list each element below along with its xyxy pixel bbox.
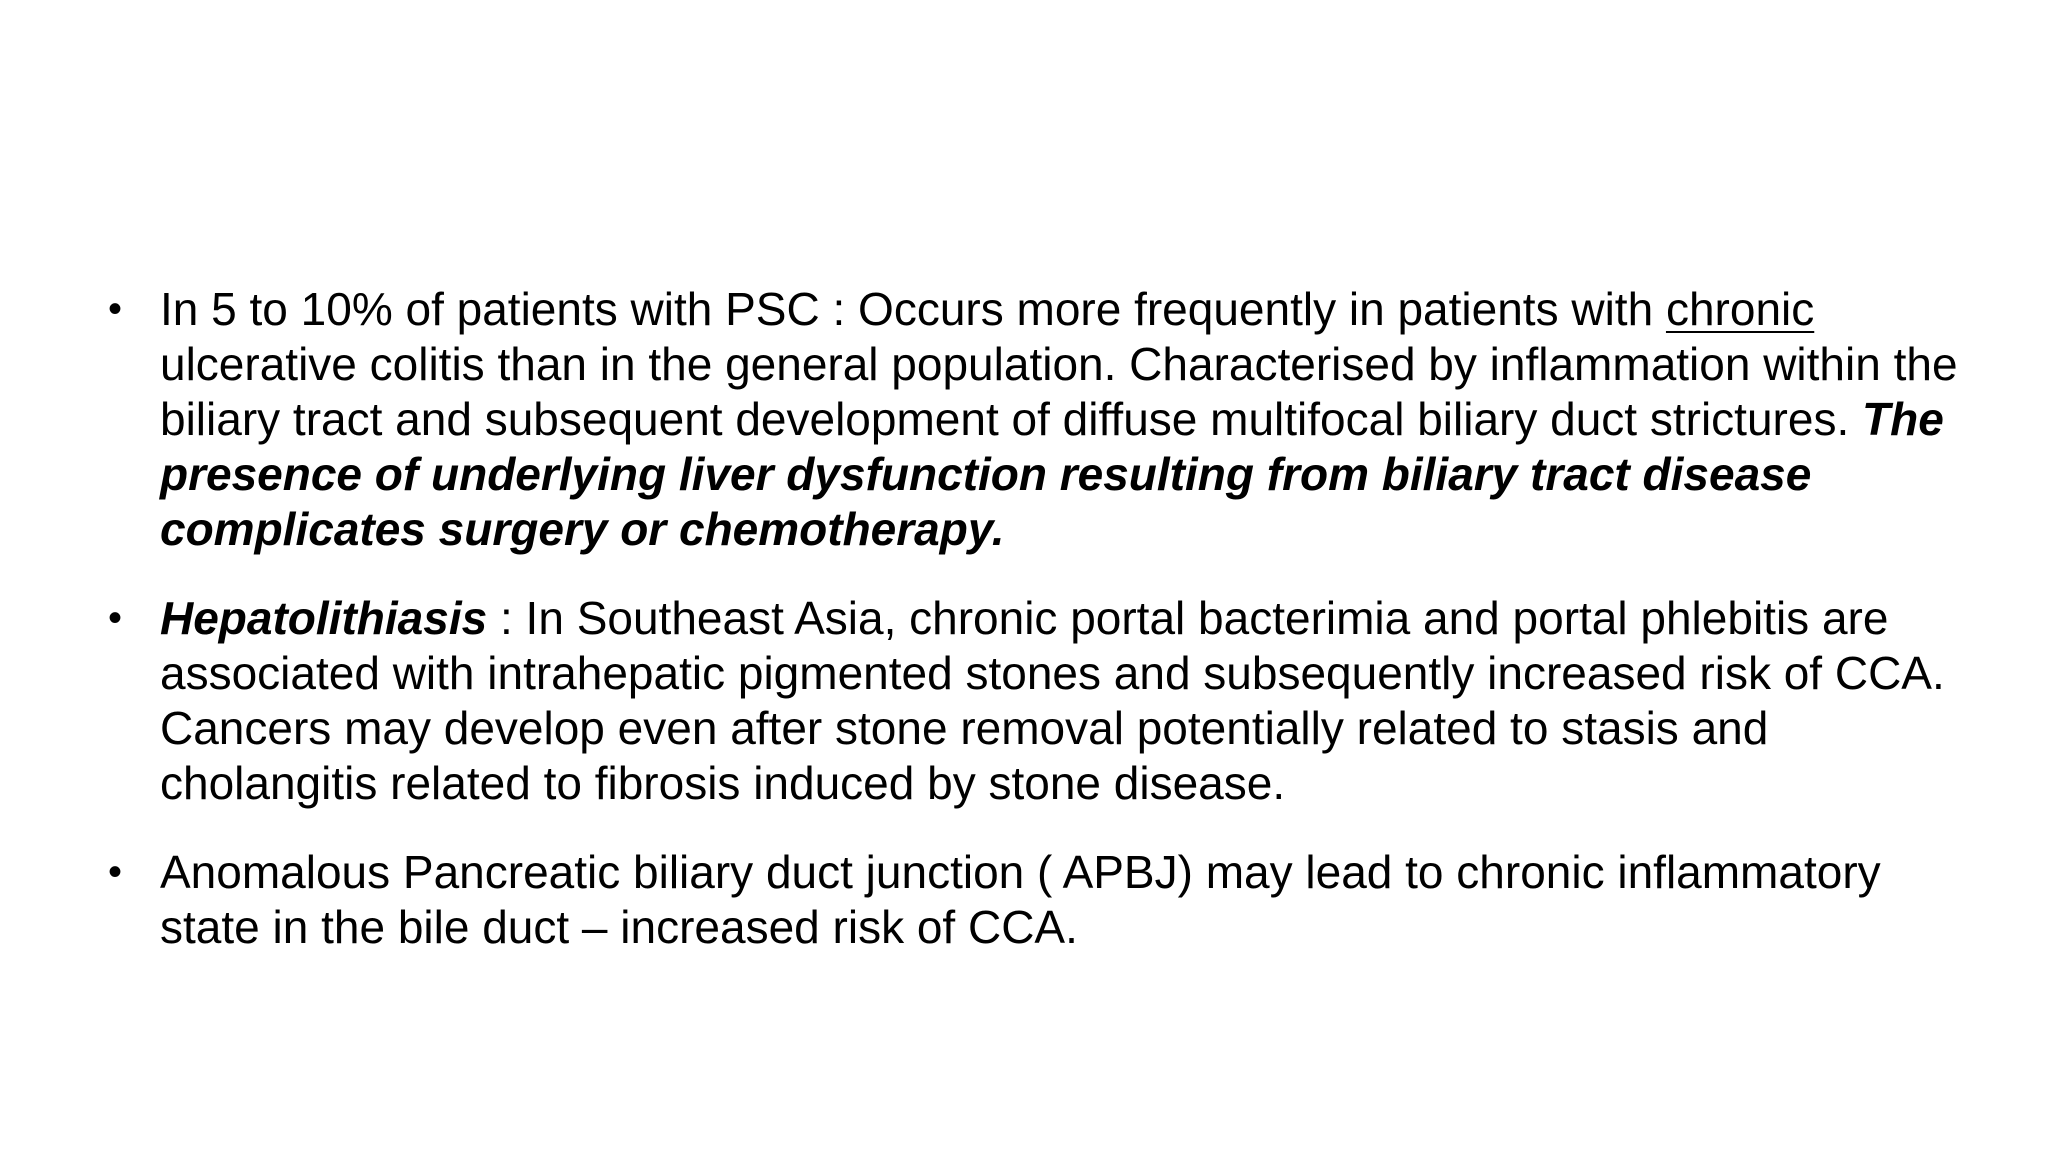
term-hepatolithiasis: Hepatolithiasis	[160, 592, 488, 644]
bullet-list	[108, 282, 1988, 955]
bullet-text-psc-emphasis: The presence of underlying liver dysfunction resulting from biliary tract disease complicates surgery or chemotherapy.	[160, 393, 1944, 555]
bullet-marker: •	[108, 596, 123, 640]
bullet-text-psc-lead: In 5 to 10% of patients with PSC : Occurs more frequently in patients with	[160, 283, 1666, 335]
underlined-word-chronic: chronic	[1665, 283, 1815, 335]
bullet-marker: •	[108, 287, 123, 331]
bullet-item-psc	[108, 282, 1988, 557]
bullet-marker: •	[108, 850, 123, 894]
bullet-text-apbj: Anomalous Pancreatic biliary duct junction ( APBJ) may lead to chronic inflammatory state in the bile duct – increased risk of CCA.	[160, 846, 1881, 953]
bullet-text-psc-middle: ulcerative colitis than in the general population. Characterised by inflammation within the biliary tract and subsequent development of diffuse multifocal biliary duct strictures.	[160, 338, 1958, 445]
bullet-item-apbj	[108, 845, 1988, 955]
bullet-text-hepatolithiasis: : In Southeast Asia, chronic portal bacterimia and portal phlebitis are associated with intrahepatic pigmented stones and subsequently increased risk of CCA. Cancers may develop even after stone removal potentially related to stasis and cholangitis related to fibrosis induced by stone disease.	[160, 592, 1945, 809]
bullet-item-hepatolithiasis	[108, 591, 1988, 811]
